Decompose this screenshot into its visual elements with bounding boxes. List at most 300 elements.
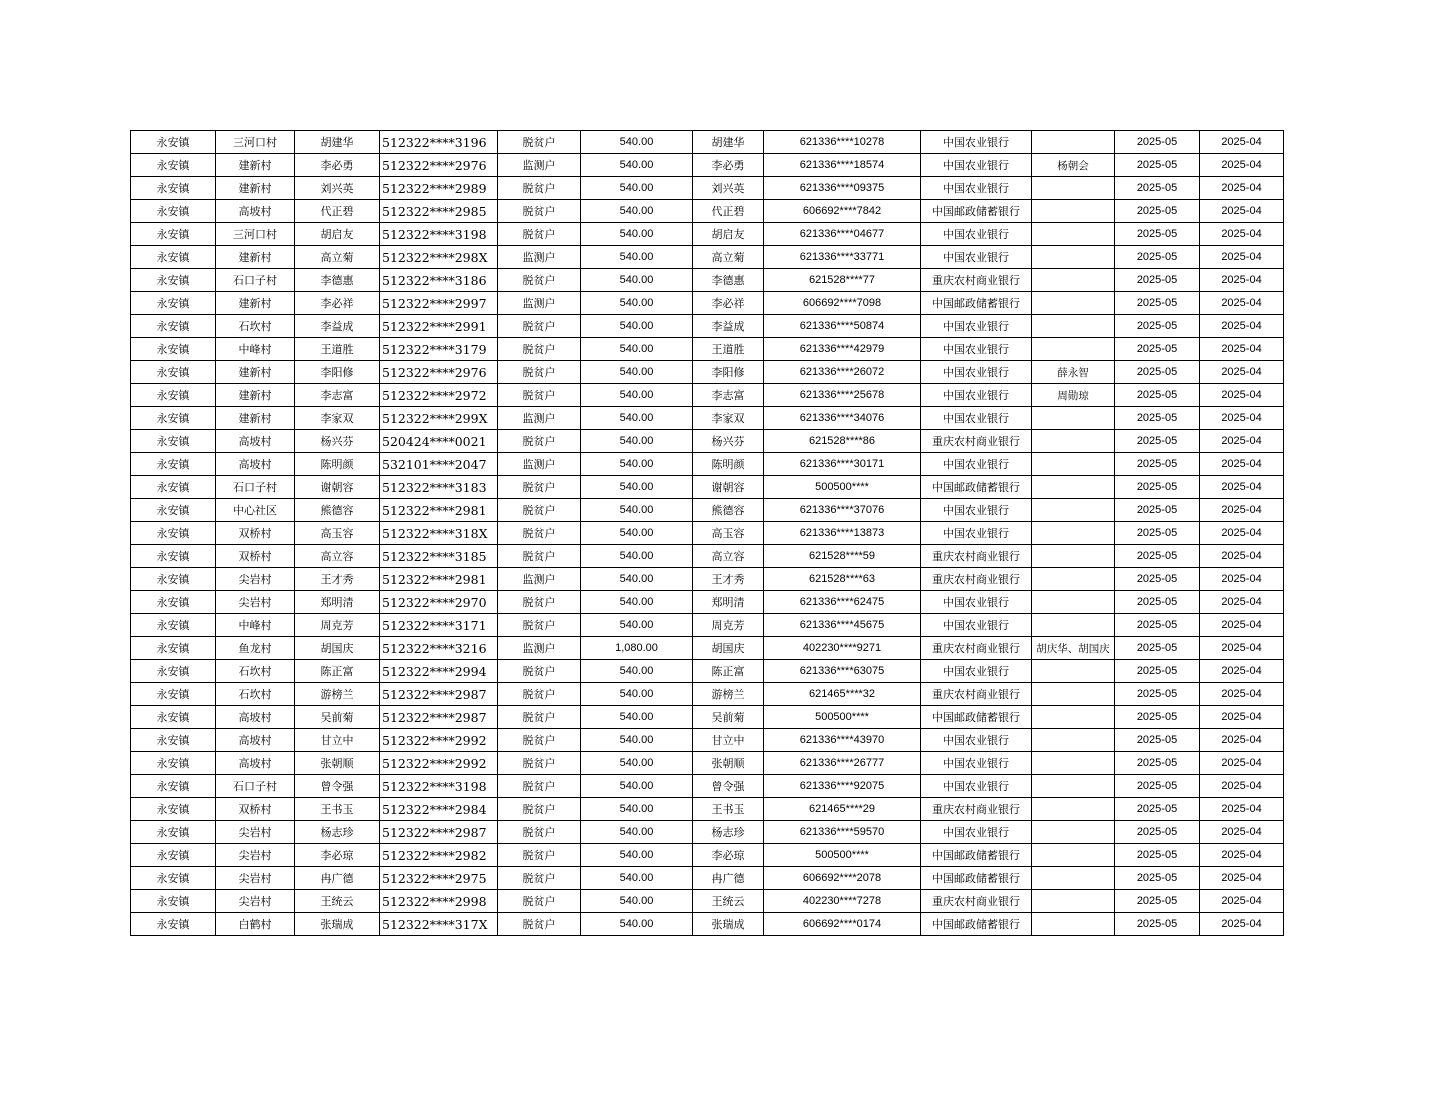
account-number-cell: 621336****37076	[764, 499, 921, 522]
subsidy-month-cell: 2025-04	[1200, 775, 1284, 798]
representative-cell	[1032, 798, 1115, 821]
household-type-cell: 脱贫户	[498, 384, 581, 407]
amount-cell: 540.00	[581, 844, 693, 867]
amount-cell: 540.00	[581, 154, 693, 177]
bank-cell: 中国农业银行	[921, 338, 1032, 361]
table-row	[131, 154, 1284, 177]
account-number-cell: 621336****26072	[764, 361, 921, 384]
name-cell: 王道胜	[295, 338, 380, 361]
subsidy-month-cell: 2025-04	[1200, 614, 1284, 637]
table-row	[131, 131, 1284, 154]
bank-cell: 中国农业银行	[921, 154, 1032, 177]
account-number-cell: 621336****25678	[764, 384, 921, 407]
table-row	[131, 315, 1284, 338]
bank-cell: 中国邮政储蓄银行	[921, 292, 1032, 315]
subsidy-month-cell: 2025-04	[1200, 752, 1284, 775]
account-number-cell: 500500****	[764, 844, 921, 867]
table-row	[131, 591, 1284, 614]
amount-cell: 540.00	[581, 821, 693, 844]
table-row	[131, 821, 1284, 844]
table-row	[131, 637, 1284, 660]
issue-month-cell: 2025-05	[1115, 430, 1200, 453]
account-number-cell: 621465****29	[764, 798, 921, 821]
amount-cell: 540.00	[581, 177, 693, 200]
id-number-cell: 512322****2972	[380, 384, 498, 407]
account-holder-cell: 李家双	[693, 407, 764, 430]
name-cell: 代正碧	[295, 200, 380, 223]
representative-cell	[1032, 292, 1115, 315]
amount-cell: 540.00	[581, 729, 693, 752]
town-cell: 永安镇	[131, 246, 216, 269]
village-cell: 白鹤村	[216, 913, 295, 936]
amount-cell: 540.00	[581, 315, 693, 338]
town-cell: 永安镇	[131, 453, 216, 476]
issue-month-cell: 2025-05	[1115, 821, 1200, 844]
bank-cell: 中国农业银行	[921, 821, 1032, 844]
town-cell: 永安镇	[131, 568, 216, 591]
representative-cell	[1032, 200, 1115, 223]
household-type-cell: 监测户	[498, 637, 581, 660]
representative-cell	[1032, 614, 1115, 637]
table-row	[131, 200, 1284, 223]
id-number-cell: 512322****2976	[380, 361, 498, 384]
representative-cell	[1032, 706, 1115, 729]
account-number-cell: 621336****62475	[764, 591, 921, 614]
town-cell: 永安镇	[131, 637, 216, 660]
amount-cell: 540.00	[581, 775, 693, 798]
village-cell: 双桥村	[216, 545, 295, 568]
subsidy-month-cell: 2025-04	[1200, 430, 1284, 453]
amount-cell: 540.00	[581, 706, 693, 729]
table-row	[131, 292, 1284, 315]
id-number-cell: 512322****3185	[380, 545, 498, 568]
account-number-cell: 621336****42979	[764, 338, 921, 361]
household-type-cell: 脱贫户	[498, 913, 581, 936]
village-cell: 尖岩村	[216, 821, 295, 844]
amount-cell: 540.00	[581, 913, 693, 936]
bank-cell: 中国农业银行	[921, 522, 1032, 545]
account-number-cell: 621336****63075	[764, 660, 921, 683]
account-holder-cell: 王书玉	[693, 798, 764, 821]
table-row	[131, 729, 1284, 752]
account-number-cell: 402230****9271	[764, 637, 921, 660]
name-cell: 曾令强	[295, 775, 380, 798]
issue-month-cell: 2025-05	[1115, 591, 1200, 614]
name-cell: 王书玉	[295, 798, 380, 821]
account-holder-cell: 李阳修	[693, 361, 764, 384]
village-cell: 尖岩村	[216, 844, 295, 867]
issue-month-cell: 2025-05	[1115, 361, 1200, 384]
account-number-cell: 621528****77	[764, 269, 921, 292]
representative-cell	[1032, 775, 1115, 798]
subsidy-month-cell: 2025-04	[1200, 867, 1284, 890]
bank-cell: 中国农业银行	[921, 660, 1032, 683]
account-holder-cell: 胡国庆	[693, 637, 764, 660]
account-number-cell: 621336****43970	[764, 729, 921, 752]
id-number-cell: 512322****3196	[380, 131, 498, 154]
bank-cell: 中国农业银行	[921, 499, 1032, 522]
representative-cell	[1032, 407, 1115, 430]
table-row	[131, 223, 1284, 246]
id-number-cell: 512322****2992	[380, 729, 498, 752]
id-number-cell: 512322****3171	[380, 614, 498, 637]
village-cell: 建新村	[216, 384, 295, 407]
village-cell: 尖岩村	[216, 568, 295, 591]
id-number-cell: 512322****2989	[380, 177, 498, 200]
issue-month-cell: 2025-05	[1115, 706, 1200, 729]
id-number-cell: 512322****299X	[380, 407, 498, 430]
name-cell: 郑明清	[295, 591, 380, 614]
village-cell: 高坡村	[216, 729, 295, 752]
account-holder-cell: 郑明清	[693, 591, 764, 614]
subsidy-month-cell: 2025-04	[1200, 844, 1284, 867]
household-type-cell: 脱贫户	[498, 591, 581, 614]
account-number-cell: 621336****50874	[764, 315, 921, 338]
village-cell: 高坡村	[216, 706, 295, 729]
account-holder-cell: 胡启友	[693, 223, 764, 246]
name-cell: 张朝顺	[295, 752, 380, 775]
issue-month-cell: 2025-05	[1115, 660, 1200, 683]
town-cell: 永安镇	[131, 752, 216, 775]
id-number-cell: 512322****3186	[380, 269, 498, 292]
bank-cell: 中国农业银行	[921, 177, 1032, 200]
issue-month-cell: 2025-05	[1115, 775, 1200, 798]
town-cell: 永安镇	[131, 706, 216, 729]
representative-cell	[1032, 844, 1115, 867]
issue-month-cell: 2025-05	[1115, 407, 1200, 430]
account-number-cell: 621336****04677	[764, 223, 921, 246]
village-cell: 石坎村	[216, 683, 295, 706]
town-cell: 永安镇	[131, 499, 216, 522]
bank-cell: 重庆农村商业银行	[921, 269, 1032, 292]
village-cell: 尖岩村	[216, 890, 295, 913]
representative-cell	[1032, 821, 1115, 844]
account-holder-cell: 吴前菊	[693, 706, 764, 729]
account-holder-cell: 陈明颜	[693, 453, 764, 476]
household-type-cell: 脱贫户	[498, 315, 581, 338]
account-number-cell: 500500****	[764, 476, 921, 499]
household-type-cell: 脱贫户	[498, 338, 581, 361]
issue-month-cell: 2025-05	[1115, 223, 1200, 246]
table-body	[131, 131, 1284, 936]
town-cell: 永安镇	[131, 338, 216, 361]
amount-cell: 540.00	[581, 430, 693, 453]
name-cell: 胡国庆	[295, 637, 380, 660]
name-cell: 胡建华	[295, 131, 380, 154]
village-cell: 石口子村	[216, 269, 295, 292]
subsidy-month-cell: 2025-04	[1200, 154, 1284, 177]
issue-month-cell: 2025-05	[1115, 476, 1200, 499]
representative-cell	[1032, 890, 1115, 913]
town-cell: 永安镇	[131, 545, 216, 568]
account-number-cell: 621336****26777	[764, 752, 921, 775]
bank-cell: 中国农业银行	[921, 223, 1032, 246]
representative-cell	[1032, 131, 1115, 154]
household-type-cell: 监测户	[498, 246, 581, 269]
bank-cell: 中国邮政储蓄银行	[921, 706, 1032, 729]
account-holder-cell: 高立菊	[693, 246, 764, 269]
id-number-cell: 512322****3179	[380, 338, 498, 361]
bank-cell: 中国农业银行	[921, 775, 1032, 798]
bank-cell: 中国邮政储蓄银行	[921, 200, 1032, 223]
representative-cell	[1032, 568, 1115, 591]
name-cell: 李阳修	[295, 361, 380, 384]
table-row	[131, 683, 1284, 706]
subsidy-month-cell: 2025-04	[1200, 706, 1284, 729]
bank-cell: 中国农业银行	[921, 407, 1032, 430]
village-cell: 建新村	[216, 246, 295, 269]
village-cell: 尖岩村	[216, 591, 295, 614]
name-cell: 王统云	[295, 890, 380, 913]
town-cell: 永安镇	[131, 729, 216, 752]
account-holder-cell: 李益成	[693, 315, 764, 338]
id-number-cell: 512322****2981	[380, 499, 498, 522]
account-holder-cell: 王统云	[693, 890, 764, 913]
town-cell: 永安镇	[131, 177, 216, 200]
issue-month-cell: 2025-05	[1115, 292, 1200, 315]
amount-cell: 540.00	[581, 200, 693, 223]
subsidy-month-cell: 2025-04	[1200, 476, 1284, 499]
name-cell: 杨兴芬	[295, 430, 380, 453]
household-type-cell: 脱贫户	[498, 844, 581, 867]
name-cell: 熊德容	[295, 499, 380, 522]
table-row	[131, 522, 1284, 545]
amount-cell: 540.00	[581, 522, 693, 545]
amount-cell: 540.00	[581, 246, 693, 269]
issue-month-cell: 2025-05	[1115, 131, 1200, 154]
amount-cell: 540.00	[581, 476, 693, 499]
name-cell: 李益成	[295, 315, 380, 338]
household-type-cell: 脱贫户	[498, 706, 581, 729]
representative-cell	[1032, 315, 1115, 338]
account-holder-cell: 周克芳	[693, 614, 764, 637]
household-type-cell: 监测户	[498, 154, 581, 177]
subsidy-month-cell: 2025-04	[1200, 246, 1284, 269]
household-type-cell: 脱贫户	[498, 476, 581, 499]
subsidy-month-cell: 2025-04	[1200, 269, 1284, 292]
account-number-cell: 621336****13873	[764, 522, 921, 545]
id-number-cell: 512322****3183	[380, 476, 498, 499]
account-number-cell: 621336****59570	[764, 821, 921, 844]
village-cell: 建新村	[216, 407, 295, 430]
amount-cell: 540.00	[581, 453, 693, 476]
account-holder-cell: 高玉容	[693, 522, 764, 545]
household-type-cell: 脱贫户	[498, 522, 581, 545]
table-row	[131, 867, 1284, 890]
amount-cell: 540.00	[581, 499, 693, 522]
household-type-cell: 脱贫户	[498, 614, 581, 637]
issue-month-cell: 2025-05	[1115, 499, 1200, 522]
amount-cell: 540.00	[581, 131, 693, 154]
representative-cell	[1032, 660, 1115, 683]
issue-month-cell: 2025-05	[1115, 683, 1200, 706]
household-type-cell: 脱贫户	[498, 430, 581, 453]
representative-cell	[1032, 867, 1115, 890]
household-type-cell: 脱贫户	[498, 821, 581, 844]
account-holder-cell: 曾令强	[693, 775, 764, 798]
representative-cell	[1032, 522, 1115, 545]
household-type-cell: 脱贫户	[498, 683, 581, 706]
id-number-cell: 512322****2992	[380, 752, 498, 775]
name-cell: 冉广德	[295, 867, 380, 890]
subsidy-table	[130, 130, 1284, 936]
household-type-cell: 脱贫户	[498, 798, 581, 821]
village-cell: 鱼龙村	[216, 637, 295, 660]
representative-cell	[1032, 729, 1115, 752]
account-holder-cell: 李志富	[693, 384, 764, 407]
subsidy-month-cell: 2025-04	[1200, 200, 1284, 223]
bank-cell: 重庆农村商业银行	[921, 798, 1032, 821]
account-holder-cell: 冉广德	[693, 867, 764, 890]
household-type-cell: 脱贫户	[498, 752, 581, 775]
household-type-cell: 监测户	[498, 407, 581, 430]
village-cell: 尖岩村	[216, 867, 295, 890]
amount-cell: 540.00	[581, 269, 693, 292]
table-row	[131, 568, 1284, 591]
town-cell: 永安镇	[131, 269, 216, 292]
subsidy-month-cell: 2025-04	[1200, 591, 1284, 614]
bank-cell: 中国农业银行	[921, 729, 1032, 752]
household-type-cell: 脱贫户	[498, 499, 581, 522]
table-row	[131, 844, 1284, 867]
bank-cell: 中国邮政储蓄银行	[921, 844, 1032, 867]
name-cell: 陈明颜	[295, 453, 380, 476]
subsidy-month-cell: 2025-04	[1200, 683, 1284, 706]
name-cell: 李必祥	[295, 292, 380, 315]
representative-cell	[1032, 913, 1115, 936]
household-type-cell: 脱贫户	[498, 890, 581, 913]
bank-cell: 中国邮政储蓄银行	[921, 913, 1032, 936]
name-cell: 杨志珍	[295, 821, 380, 844]
bank-cell: 中国农业银行	[921, 315, 1032, 338]
town-cell: 永安镇	[131, 200, 216, 223]
town-cell: 永安镇	[131, 913, 216, 936]
issue-month-cell: 2025-05	[1115, 384, 1200, 407]
account-holder-cell: 李必祥	[693, 292, 764, 315]
account-number-cell: 621336****30171	[764, 453, 921, 476]
household-type-cell: 监测户	[498, 453, 581, 476]
representative-cell	[1032, 545, 1115, 568]
amount-cell: 540.00	[581, 752, 693, 775]
issue-month-cell: 2025-05	[1115, 637, 1200, 660]
representative-cell	[1032, 223, 1115, 246]
household-type-cell: 监测户	[498, 292, 581, 315]
amount-cell: 540.00	[581, 798, 693, 821]
id-number-cell: 512322****2970	[380, 591, 498, 614]
name-cell: 刘兴英	[295, 177, 380, 200]
village-cell: 高坡村	[216, 453, 295, 476]
id-number-cell: 512322****2981	[380, 568, 498, 591]
representative-cell: 胡庆华、胡国庆	[1032, 637, 1115, 660]
issue-month-cell: 2025-05	[1115, 315, 1200, 338]
amount-cell: 540.00	[581, 407, 693, 430]
village-cell: 中心社区	[216, 499, 295, 522]
town-cell: 永安镇	[131, 660, 216, 683]
household-type-cell: 脱贫户	[498, 545, 581, 568]
household-type-cell: 脱贫户	[498, 660, 581, 683]
id-number-cell: 512322****2987	[380, 706, 498, 729]
subsidy-month-cell: 2025-04	[1200, 890, 1284, 913]
town-cell: 永安镇	[131, 315, 216, 338]
account-number-cell: 621336****10278	[764, 131, 921, 154]
account-holder-cell: 杨志珍	[693, 821, 764, 844]
table-row	[131, 269, 1284, 292]
town-cell: 永安镇	[131, 407, 216, 430]
village-cell: 三河口村	[216, 223, 295, 246]
id-number-cell: 512322****2985	[380, 200, 498, 223]
issue-month-cell: 2025-05	[1115, 867, 1200, 890]
name-cell: 谢朝容	[295, 476, 380, 499]
id-number-cell: 512322****2987	[380, 683, 498, 706]
account-holder-cell: 王道胜	[693, 338, 764, 361]
account-number-cell: 621465****32	[764, 683, 921, 706]
account-holder-cell: 张朝顺	[693, 752, 764, 775]
bank-cell: 中国农业银行	[921, 591, 1032, 614]
issue-month-cell: 2025-05	[1115, 752, 1200, 775]
representative-cell	[1032, 591, 1115, 614]
village-cell: 双桥村	[216, 798, 295, 821]
account-holder-cell: 李必琼	[693, 844, 764, 867]
id-number-cell: 512322****3216	[380, 637, 498, 660]
name-cell: 李家双	[295, 407, 380, 430]
household-type-cell: 脱贫户	[498, 200, 581, 223]
representative-cell	[1032, 177, 1115, 200]
id-number-cell: 512322****2987	[380, 821, 498, 844]
name-cell: 李必勇	[295, 154, 380, 177]
subsidy-month-cell: 2025-04	[1200, 453, 1284, 476]
amount-cell: 540.00	[581, 867, 693, 890]
account-number-cell: 606692****2078	[764, 867, 921, 890]
town-cell: 永安镇	[131, 614, 216, 637]
household-type-cell: 脱贫户	[498, 131, 581, 154]
bank-cell: 中国农业银行	[921, 752, 1032, 775]
subsidy-month-cell: 2025-04	[1200, 131, 1284, 154]
account-holder-cell: 高立容	[693, 545, 764, 568]
amount-cell: 540.00	[581, 361, 693, 384]
id-number-cell: 512322****3198	[380, 223, 498, 246]
id-number-cell: 512322****2994	[380, 660, 498, 683]
table-row	[131, 913, 1284, 936]
account-holder-cell: 刘兴英	[693, 177, 764, 200]
issue-month-cell: 2025-05	[1115, 568, 1200, 591]
name-cell: 周克芳	[295, 614, 380, 637]
id-number-cell: 520424****0021	[380, 430, 498, 453]
representative-cell	[1032, 338, 1115, 361]
subsidy-month-cell: 2025-04	[1200, 177, 1284, 200]
village-cell: 建新村	[216, 292, 295, 315]
amount-cell: 540.00	[581, 338, 693, 361]
household-type-cell: 脱贫户	[498, 361, 581, 384]
household-type-cell: 监测户	[498, 568, 581, 591]
issue-month-cell: 2025-05	[1115, 453, 1200, 476]
subsidy-month-cell: 2025-04	[1200, 660, 1284, 683]
table-row	[131, 890, 1284, 913]
account-number-cell: 621336****45675	[764, 614, 921, 637]
representative-cell	[1032, 683, 1115, 706]
bank-cell: 中国农业银行	[921, 131, 1032, 154]
issue-month-cell: 2025-05	[1115, 798, 1200, 821]
amount-cell: 1,080.00	[581, 637, 693, 660]
table-row	[131, 545, 1284, 568]
town-cell: 永安镇	[131, 361, 216, 384]
name-cell: 甘立中	[295, 729, 380, 752]
id-number-cell: 512322****2998	[380, 890, 498, 913]
account-number-cell: 621336****34076	[764, 407, 921, 430]
village-cell: 双桥村	[216, 522, 295, 545]
bank-cell: 重庆农村商业银行	[921, 683, 1032, 706]
table-row	[131, 775, 1284, 798]
bank-cell: 中国农业银行	[921, 361, 1032, 384]
